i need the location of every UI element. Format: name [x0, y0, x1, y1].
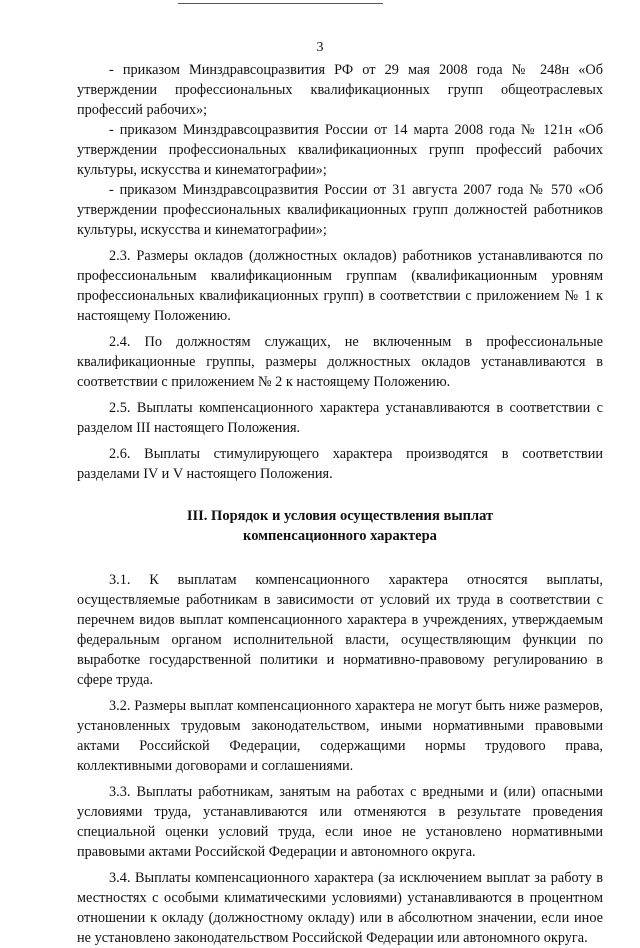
- clause-2-3: 2.3. Размеры окладов (должностных окладов) работников устанавливаются по профессиональным квалификационным группам (квалификационным уровням профессиональных квалификационных групп) в соответствии с приложением № 1 к настоящему Положению.: [77, 248, 603, 324]
- scan-edge-line: [178, 3, 383, 4]
- clause-2-4: 2.4. По должностям служащих, не включенным в профессиональные квалификационные группы, размеры должностных окладов устанавливаются в соответствии с приложением № 2 к настоящему Положению.: [77, 334, 603, 390]
- section-3-title-line-2: компенсационного характера: [243, 528, 437, 544]
- clause-3-2: 3.2. Размеры выплат компенсационного характера не могут быть ниже размеров, установленных трудовым законодательством, иными нормативными правовыми актами Российской Федерации, содержащими нормы трудового права, коллективными договорами и соглашениями.: [77, 698, 603, 774]
- order-item-2: - приказом Минздравсоцразвития России от 14 марта 2008 года № 121н «Об утверждении профессиональных квалификационных групп профессий рабочих культуры, искусства и кинематографии»;: [77, 122, 603, 178]
- order-item-1: - приказом Минздравсоцразвития РФ от 29 мая 2008 года № 248н «Об утверждении профессиональных квалификационных групп общеотраслевых профессий рабочих»;: [77, 62, 603, 118]
- document-body: [77, 60, 603, 948]
- clause-3-1: 3.1. К выплатам компенсационного характера относятся выплаты, осуществляемые работникам в зависимости от условий их труда в соответствии с перечнем видов выплат компенсационного характера в учреждениях, утверждаемым федеральным органом исполнительной власти, осуществляющим функции по выработке государственной политики и нормативно-правовому регулированию в сфере труда.: [77, 572, 603, 688]
- page-number: 3: [316, 40, 324, 55]
- clause-2-5: 2.5. Выплаты компенсационного характера устанавливаются в соответствии с разделом III настоящего Положения.: [77, 400, 603, 436]
- clause-3-4: 3.4. Выплаты компенсационного характера (за исключением выплат за работу в местностях с особыми климатическими условиями) устанавливаются в процентном отношении к окладу (должностному окладу) или в абсолютном значении, если иное не установлено законодательством Российской Федерации или автономного округа.: [77, 870, 603, 946]
- section-3-title: [77, 506, 603, 546]
- order-item-3: - приказом Минздравсоцразвития России от 31 августа 2007 года № 570 «Об утверждении профессиональных квалификационных групп должностей работников культуры, искусства и кинематографии»;: [77, 182, 603, 238]
- section-3-title-line-1: III. Порядок и условия осуществления выплат: [186, 508, 494, 524]
- clause-2-6: 2.6. Выплаты стимулирующего характера производятся в соответствии разделами IV и V настоящего Положения.: [77, 446, 603, 482]
- clause-3-3: 3.3. Выплаты работникам, занятым на работах с вредными и (или) опасными условиями труда, устанавливаются или отменяются в результате проведения специальной оценки условий труда, если иное не установлено нормативными правовыми актами Российской Федерации и автономного округа.: [77, 784, 603, 860]
